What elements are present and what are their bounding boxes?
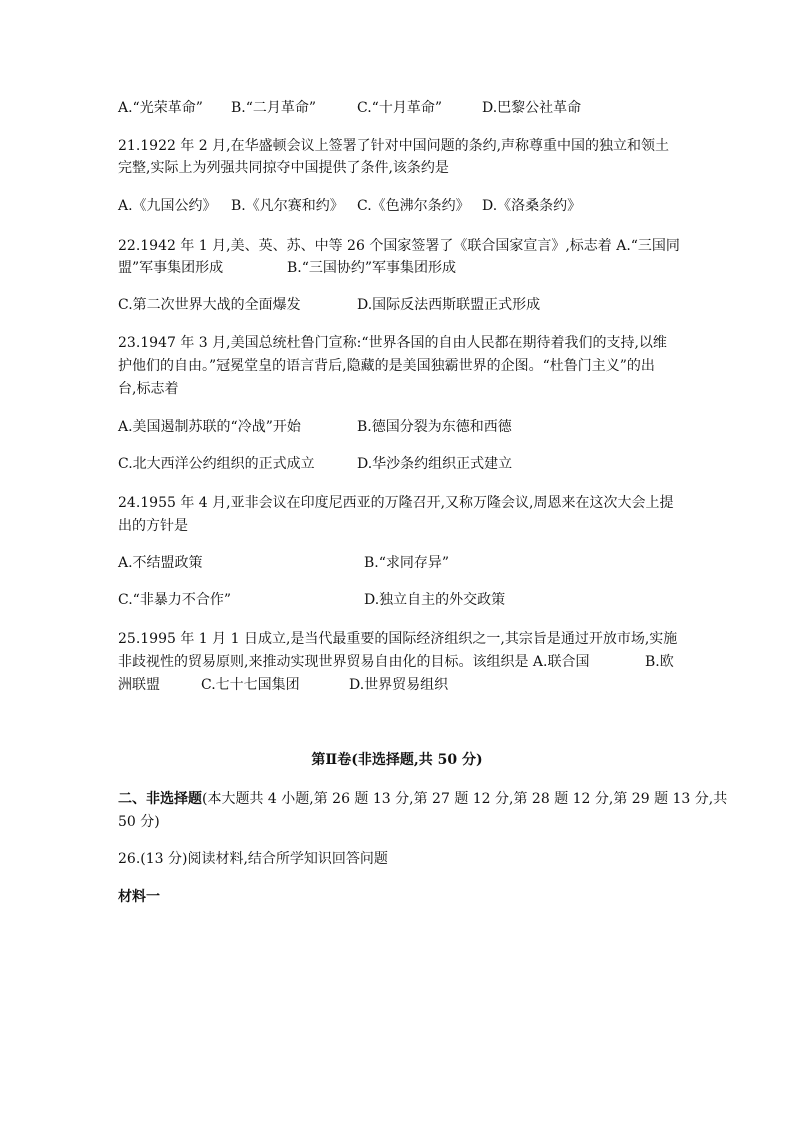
q20-option-b: B.“二月革命” bbox=[231, 100, 317, 116]
q25-option-b-start: B.欧 bbox=[645, 654, 674, 670]
section2-intro-line-2: 50 分) bbox=[118, 814, 160, 830]
q23-stem-line-1: 23.1947 年 3 月,美国总统杜鲁门宣称:“世界各国的自由人民都在期待着我们的支持,以维 bbox=[118, 335, 667, 351]
q22-option-d: D.国际反法西斯联盟正式形成 bbox=[357, 297, 541, 313]
material-one-label: 材料一 bbox=[118, 889, 160, 905]
q21-stem-line-1: 21.1922 年 2 月,在华盛顿会议上签署了针对中国问题的条约,声称尊重中国的独立和领土 bbox=[118, 138, 670, 154]
q25-option-d: D.世界贸易组织 bbox=[349, 677, 449, 693]
q24-stem-line-2: 出的方针是 bbox=[118, 518, 188, 534]
q23-option-b: B.德国分裂为东德和西德 bbox=[357, 419, 512, 435]
q23-option-d: D.华沙条约组织正式建立 bbox=[357, 456, 513, 472]
q24-option-a: A.不结盟政策 bbox=[118, 555, 203, 571]
q22-option-c: C.第二次世界大战的全面爆发 bbox=[118, 297, 301, 313]
q21-option-d: D.《洛桑条约》 bbox=[482, 198, 582, 214]
q23-option-c: C.北大西洋公约组织的正式成立 bbox=[118, 456, 315, 472]
q22-stem-line-1: 22.1942 年 1 月,美、英、苏、中等 26 个国家签署了《联合国家宣言》,标志着 A.“三国同 bbox=[118, 238, 680, 254]
q20-option-d: D.巴黎公社革命 bbox=[482, 100, 582, 116]
q25-option-c: C.七十七国集团 bbox=[201, 677, 300, 693]
q21-option-b: B.《凡尔赛和约》 bbox=[231, 198, 344, 214]
q22-stem-line-2: 盟”军事集团形成 bbox=[118, 260, 224, 276]
part2-heading: 第Ⅱ卷(非选择题,共 50 分) bbox=[311, 752, 483, 768]
q24-option-c: C.“非暴力不合作” bbox=[118, 592, 231, 608]
q25-option-b-end: 洲联盟 bbox=[118, 677, 160, 693]
q21-option-a: A.《九国公约》 bbox=[118, 198, 217, 214]
section2-title: 二、非选择题 bbox=[118, 791, 202, 807]
q23-option-a: A.美国遏制苏联的“冷战”开始 bbox=[118, 419, 301, 435]
q24-option-d: D.独立自主的外交政策 bbox=[364, 592, 506, 608]
q20-option-c: C.“十月革命” bbox=[357, 100, 442, 116]
q22-option-b: B.“三国协约”军事集团形成 bbox=[287, 260, 457, 276]
q25-stem-line-2: 非歧视性的贸易原则,来推动实现世界贸易自由化的目标。该组织是 A.联合国 bbox=[118, 654, 590, 670]
q24-stem-line-1: 24.1955 年 4 月,亚非会议在印度尼西亚的万隆召开,又称万隆会议,周恩来在这次大会上提 bbox=[118, 495, 674, 511]
q23-stem-line-2: 护他们的自由。”冠冕堂皇的语言背后,隐藏的是美国独霸世界的企图。“杜鲁门主义”的出 bbox=[118, 358, 655, 374]
section2-intro-line-1 bbox=[118, 788, 727, 810]
q25-stem-line-1: 25.1995 年 1 月 1 日成立,是当代最重要的国际经济组织之一,其宗旨是通过开放市场,实施 bbox=[118, 631, 678, 647]
q21-stem-line-2: 完整,实际上为列强共同掠夺中国提供了条件,该条约是 bbox=[118, 160, 449, 176]
q23-stem-line-3: 台,标志着 bbox=[118, 381, 179, 397]
q21-option-c: C.《色沸尔条约》 bbox=[357, 198, 470, 214]
section2-desc: (本大题共 4 小题,第 26 题 13 分,第 27 题 12 分,第 28 题 12 分,第 29 题 13 分,共 bbox=[202, 791, 728, 807]
q26-stem: 26.(13 分)阅读材料,结合所学知识回答问题 bbox=[118, 851, 388, 867]
q20-option-a: A.“光荣革命” bbox=[118, 100, 203, 116]
q24-option-b: B.“求同存异” bbox=[364, 555, 450, 571]
